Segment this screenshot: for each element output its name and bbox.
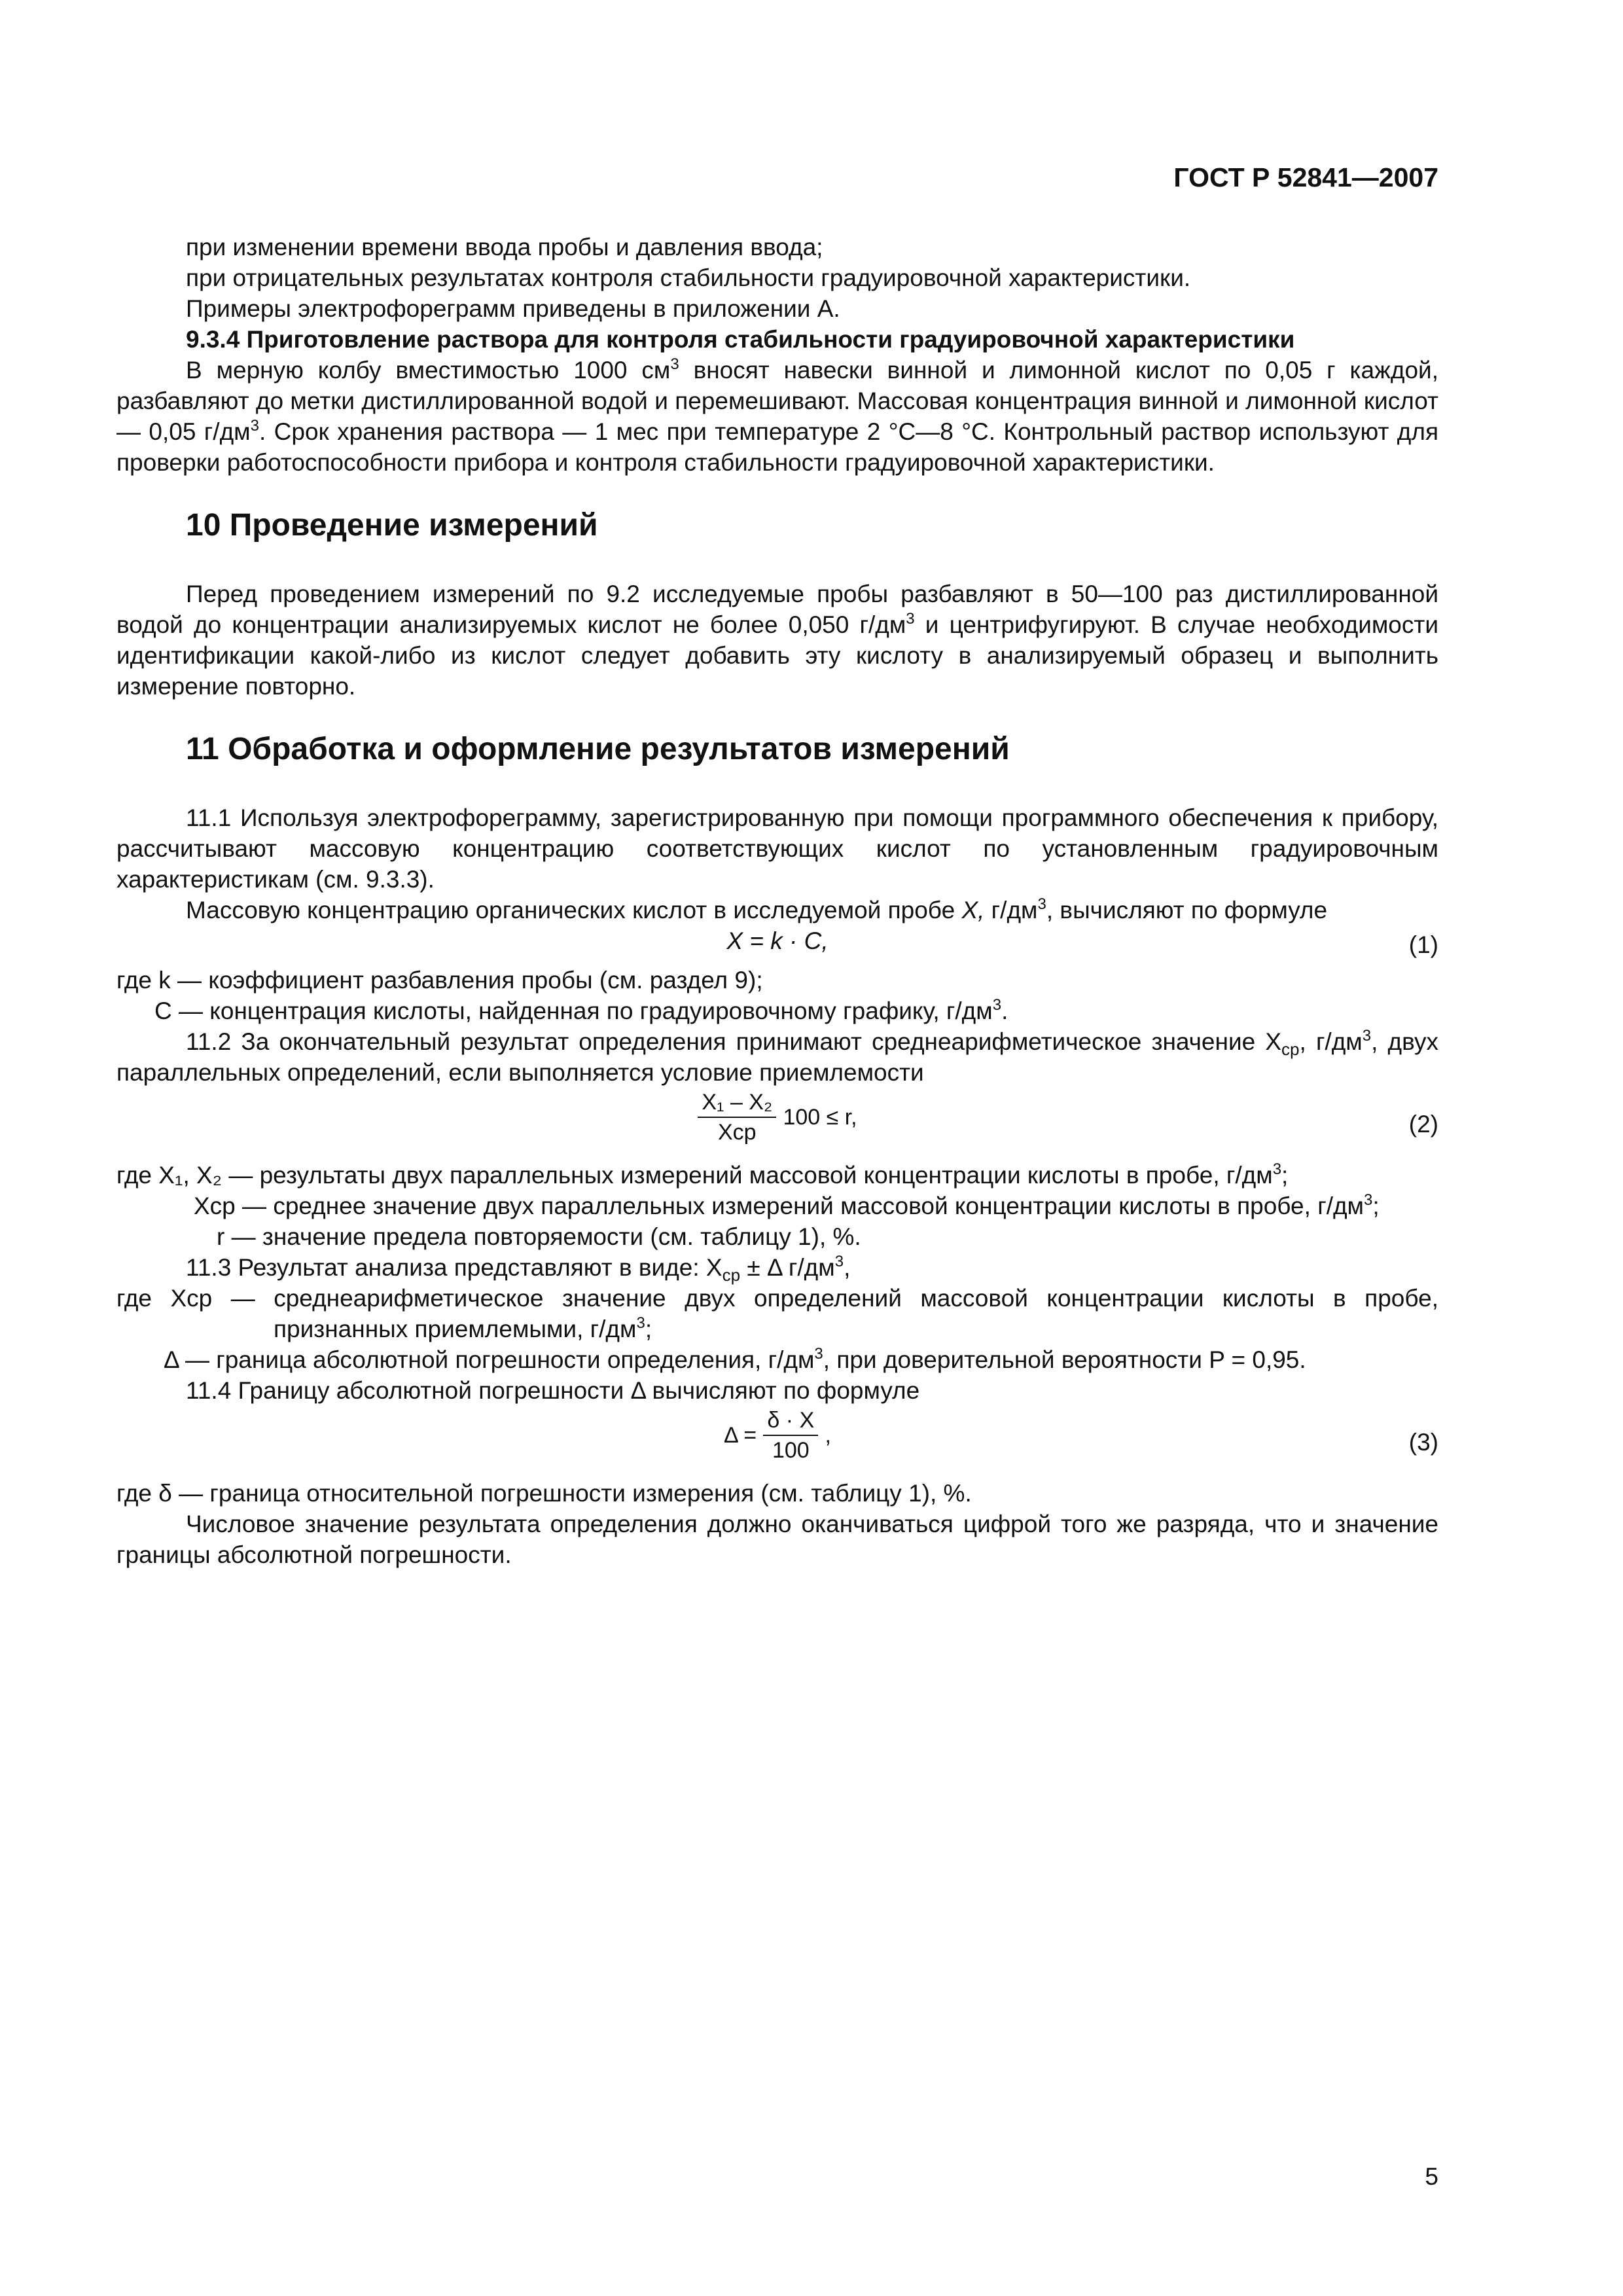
page-content bbox=[116, 232, 1438, 1570]
paragraph: 11.3 Результат анализа представляют в виде: $X_{ср} \pm \Delta$ $г/дм^3$, bbox=[186, 1253, 851, 1285]
definition: r — значение предела повторяемости (см. таблицу 1), %. bbox=[217, 1223, 861, 1250]
section-title: 11 Обработка и оформление результатов измерений bbox=[186, 732, 1010, 766]
formula-number: (1) bbox=[1408, 931, 1438, 958]
section-title: 10 Проведение измерений bbox=[186, 508, 598, 543]
paragraph: 11.2 За окончательный результат определения принимают среднеарифметическое значение $X_{ср}$, $г/дм^3$, двух параллельных определений, если выполняется условие приемлемости bbox=[116, 1027, 1438, 1086]
definition: где X₁, X₂ — результаты двух параллельных измерений массовой концентрации кислоты в пробе, $г/дм^3$; bbox=[116, 1160, 1289, 1189]
paragraph: при изменении времени ввода пробы и давления ввода; bbox=[186, 234, 823, 260]
definition: C — концентрация кислоты, найденная по градуировочному графику, $г/дм^3$. bbox=[154, 996, 1008, 1024]
paragraph: В мерную колбу вместимостью 1000 $см^3$ вносят навески винной и лимонной кислот по 0,05 г каждой, разбавляют до метки дистиллированной водой и перемешивают. Массовая концентрация винной и лимонной кислот — 0,05 $г/дм^3$. Срок хранения раствора — 1 мес при температуре 2 °С—8 °С. Контрольный раствор используют для проверки работоспособности прибора и контроля стабильности градуировочной характеристики. bbox=[116, 355, 1439, 476]
formula-2: $\frac{\text{X₁ – X₂}}{\text{Xср}}$ 100 ≤ r, (2) bbox=[116, 1088, 1438, 1160]
paragraph: Перед проведением измерений по 9.2 исследуемые пробы разбавляют в 50—100 раз дистиллированной водой до концентрации анализируемых кислот не более 0,050 $г/дм^3$ и центрифугируют. В случае необходимости идентификации какой-либо из кислот следует добавить эту кислоту в анализируемый образец и выполнить измерение повторно. bbox=[116, 581, 1438, 700]
paragraph: 11.1 Используя электрофореграмму, зарегистрированную при помощи программного обеспечения к прибору, рассчитывают массовую концентрацию соответствующих кислот по установленным градуировочным характеристикам (см. 9.3.3). bbox=[116, 804, 1438, 893]
definition: где k — коэффициент разбавления пробы (см. раздел 9); bbox=[116, 967, 763, 994]
formula-number: (3) bbox=[1408, 1429, 1438, 1456]
page-number: 5 bbox=[1425, 2163, 1438, 2190]
definition: где Xср — среднеарифметическое значение двух определений массовой концентрации кислоты в пробе, признанных приемлемыми, $г/дм^3$; bbox=[116, 1285, 1438, 1342]
paragraph: 11.4 Границу абсолютной погрешности Δ вычисляют по формуле bbox=[186, 1377, 920, 1404]
formula-1: X = k · C, (1) bbox=[116, 925, 1438, 965]
paragraph: Числовое значение результата определения должно оканчиваться цифрой того же разряда, что и значение границы абсолютной погрешности. bbox=[116, 1511, 1438, 1568]
formula-number: (2) bbox=[1408, 1111, 1438, 1138]
definition: Δ — граница абсолютной погрешности определения, $г/дм^3$, при доверительной вероятности P = 0,95. bbox=[164, 1345, 1306, 1373]
paragraph: Массовую концентрацию органических кислот в исследуемой пробе X, $г/дм^3$, вычисляют по формуле bbox=[186, 895, 1328, 924]
document-number: ГОСТ Р 52841—2007 bbox=[1173, 162, 1438, 192]
formula-3: Δ = $\frac{\delta \cdot X}{100}$ , (3) bbox=[116, 1406, 1438, 1478]
subsection-heading: 9.3.4 Приготовление раствора для контроля стабильности градуировочной характеристики bbox=[186, 326, 1295, 353]
paragraph: Примеры электрофореграмм приведены в приложении А. bbox=[186, 295, 840, 322]
definition: Xср — среднее значение двух параллельных измерений массовой концентрации кислоты в пробе, $г/дм^3$; bbox=[194, 1191, 1380, 1219]
definition: где δ — граница относительной погрешности измерения (см. таблицу 1), %. bbox=[116, 1480, 972, 1507]
paragraph: при отрицательных результатах контроля стабильности градуировочной характеристики. bbox=[186, 264, 1191, 291]
